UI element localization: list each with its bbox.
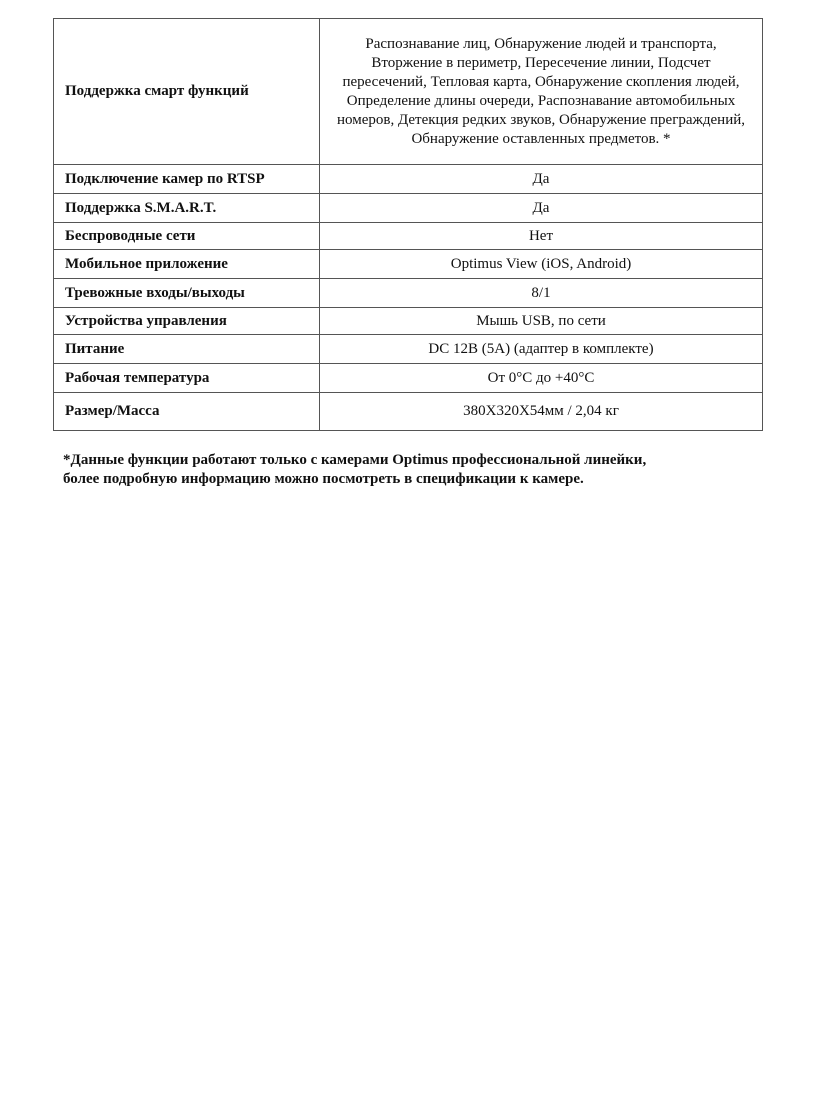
footnote	[63, 451, 783, 489]
spec-value: От 0°С до +40°С	[320, 364, 763, 393]
spec-label: Размер/Масса	[54, 393, 320, 431]
spec-value: DC 12В (5А) (адаптер в комплекте)	[320, 335, 763, 364]
spec-row-smart	[54, 194, 763, 223]
spec-label: Поддержка смарт функций	[54, 19, 320, 165]
spec-label: Мобильное приложение	[54, 250, 320, 279]
spec-value: 380Х320Х54мм / 2,04 кг	[320, 393, 763, 431]
spec-table	[53, 18, 763, 431]
spec-value: Optimus View (iOS, Android)	[320, 250, 763, 279]
spec-label: Беспроводные сети	[54, 223, 320, 250]
spec-row-alarm-io	[54, 279, 763, 308]
spec-row-rtsp	[54, 165, 763, 194]
spec-value: Да	[320, 194, 763, 223]
spec-label: Питание	[54, 335, 320, 364]
spec-row-mobile-app	[54, 250, 763, 279]
spec-row-wireless	[54, 223, 763, 250]
footnote-line: *Данные функции работают только с камерами Optimus профессиональной линейки,	[63, 452, 647, 468]
spec-value: Распознавание лиц, Обнаружение людей и транспорта, Вторжение в периметр, Пересечение линии, Подсчет пересечений, Тепловая карта, Обнаружение скопления людей, Определение длины очереди, Распознавание автомобильных номеров, Детекция редких звуков, Обнаружение преграждений, Обнаружение оставленных предметов. *	[320, 19, 763, 165]
spec-label: Тревожные входы/выходы	[54, 279, 320, 308]
spec-value: Да	[320, 165, 763, 194]
spec-row-power	[54, 335, 763, 364]
spec-value: Мышь USB, по сети	[320, 308, 763, 335]
spec-label: Подключение камер по RTSP	[54, 165, 320, 194]
spec-row-size-weight	[54, 393, 763, 431]
spec-label: Устройства управления	[54, 308, 320, 335]
spec-row-control-devices	[54, 308, 763, 335]
spec-value: 8/1	[320, 279, 763, 308]
spec-row-operating-temperature	[54, 364, 763, 393]
spec-label: Поддержка S.M.A.R.T.	[54, 194, 320, 223]
footnote-line: более подробную информацию можно посмотреть в спецификации к камере.	[63, 471, 584, 487]
spec-value: Нет	[320, 223, 763, 250]
spec-label: Рабочая температура	[54, 364, 320, 393]
spec-row-smart-functions	[54, 19, 763, 165]
